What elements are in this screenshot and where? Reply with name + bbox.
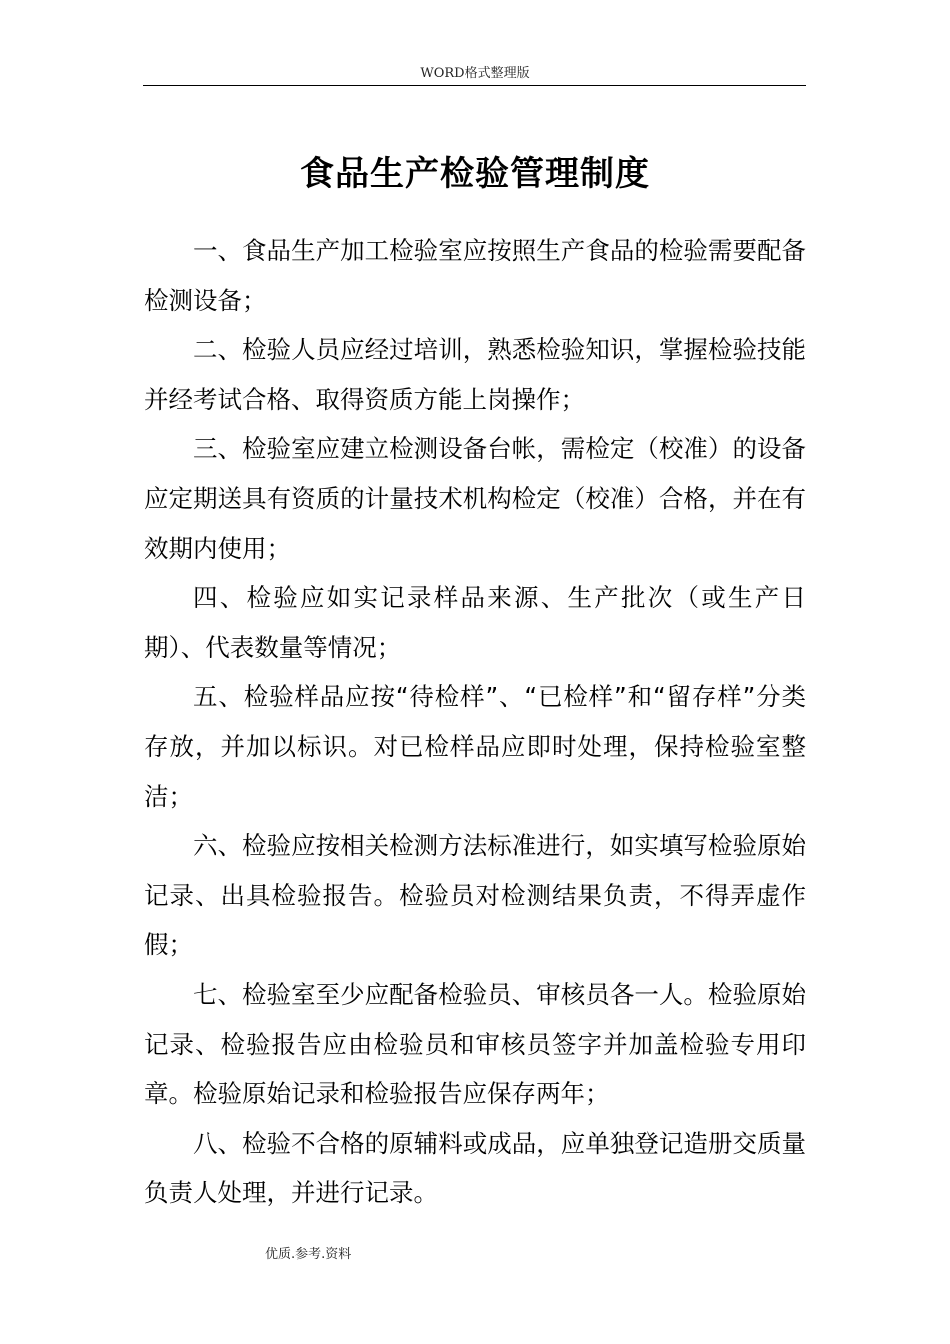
paragraph-4: 四、检验应如实记录样品来源、生产批次（或生产日期）、代表数量等情况；	[144, 583, 806, 662]
page-header: WORD格式整理版	[420, 66, 530, 81]
paragraph-2: 二、检验人员应经过培训，熟悉检验知识，掌握检验技能并经考试合格、取得资质方能上岗操作；	[144, 335, 806, 414]
paragraph-8: 八、检验不合格的原辅料或成品，应单独登记造册交质量负责人处理，并进行记录。	[144, 1128, 806, 1208]
document-body	[144, 226, 806, 1218]
paragraph-5: 五、检验样品应按“待检样”、“已检样”和“留存样”分类存放，并加以标识。对已检样品应即时处理，保持检验室整洁；	[144, 682, 806, 811]
header-divider	[143, 85, 806, 86]
paragraph-6: 六、检验应按相关检测方法标准进行，如实填写检验原始记录、出具检验报告。检验员对检测结果负责，不得弄虚作假；	[144, 831, 806, 960]
page-footer: 优质.参考.资料	[265, 1247, 352, 1262]
paragraph-1: 一、食品生产加工检验室应按照生产食品的检验需要配备检测设备；	[144, 236, 806, 315]
document-title: 食品生产检验管理制度	[300, 153, 650, 194]
paragraph-7: 七、检验室至少应配备检验员、审核员各一人。检验原始记录、检验报告应由检验员和审核员签字并加盖检验专用印章。检验原始记录和检验报告应保存两年；	[144, 979, 806, 1109]
paragraph-3: 三、检验室应建立检测设备台帐，需检定（校准）的设备应定期送具有资质的计量技术机构检定（校准）合格，并在有效期内使用；	[144, 434, 806, 563]
